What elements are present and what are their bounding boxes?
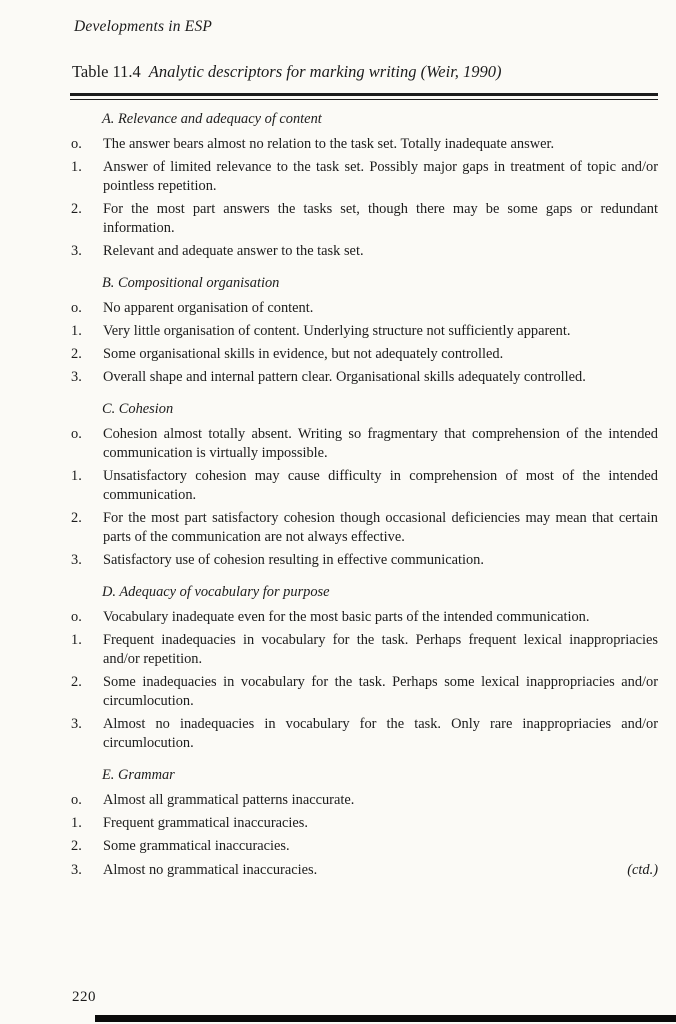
table-caption-title: Analytic descriptors for marking writing (Weir, 1990) [148,62,502,81]
section-heading: B. Compositional organisation [102,275,280,292]
descriptor-text: Frequent inadequacies in vocabulary for the task. Perhaps frequent lexical inappropriacies and/or repetition. [103,632,658,668]
band-number: o. [71,300,82,317]
descriptor-row [70,551,658,570]
band-number: 1. [71,323,82,340]
descriptor-text: Some grammatical inaccuracies. [103,838,290,855]
descriptor-row [70,322,658,341]
descriptor-row [70,368,658,387]
descriptor-row [70,631,658,669]
descriptor-row [70,425,658,463]
band-number: 2. [71,201,82,218]
descriptor-text: Cohesion almost totally absent. Writing so fragmentary that comprehension of the intended communication is virtually impossible. [103,426,658,462]
band-number: 3. [71,861,82,878]
band-number: 1. [71,815,82,832]
descriptor-row [70,608,658,627]
descriptor-row [70,299,658,318]
section-heading: C. Cohesion [102,401,174,418]
descriptor-text: No apparent organisation of content. [103,300,314,317]
band-number: 3. [71,243,82,260]
descriptor-text: Frequent grammatical inaccuracies. [103,815,308,832]
section-heading: E. Grammar [102,767,175,784]
band-number: 3. [71,369,82,386]
descriptor-row [70,861,658,880]
band-number: 3. [71,716,82,733]
descriptor-row [70,467,658,505]
descriptor-text: Satisfactory use of cohesion resulting in effective communication. [103,552,484,569]
band-number: o. [71,136,82,153]
band-number: 1. [71,159,82,176]
descriptor-text: Some inadequacies in vocabulary for the task. Perhaps some lexical inappropriacies and/or circumlocution. [103,674,658,710]
double-rule [70,93,658,100]
band-number: 2. [71,838,82,855]
descriptor-text: Very little organisation of content. Underlying structure not sufficiently apparent. [103,323,571,340]
band-number: o. [71,426,82,443]
band-number: 1. [71,468,82,485]
descriptor-text: Relevant and adequate answer to the task set. [103,243,364,260]
descriptor-text: Answer of limited relevance to the task set. Possibly major gaps in treatment of topic and/or pointless repetition. [103,159,658,195]
descriptor-row [70,715,658,753]
descriptor-text: The answer bears almost no relation to the task set. Totally inadequate answer. [103,136,555,153]
descriptor-text: For the most part answers the tasks set, though there may be some gaps or redundant information. [103,201,658,237]
band-number: o. [71,792,82,809]
descriptor-text: Vocabulary inadequate even for the most basic parts of the intended communication. [103,609,590,626]
descriptor-row [70,158,658,196]
descriptor-text: Some organisational skills in evidence, but not adequately controlled. [103,346,504,363]
running-header: Developments in ESP [74,18,213,35]
descriptor-text: Almost no inadequacies in vocabulary for the task. Only rare inappropriacies and/or circumlocution. [103,716,658,752]
band-number: o. [71,609,82,626]
scan-artifact-bar [95,1015,676,1022]
descriptor-text: Almost no grammatical inaccuracies. [103,861,318,878]
descriptor-text: Almost all grammatical patterns inaccurate. [103,792,355,809]
band-number: 2. [71,510,82,527]
descriptor-row [70,135,658,154]
continued-note: (ctd.) [627,861,658,878]
descriptor-row [70,814,658,833]
descriptor-row [70,200,658,238]
section-heading: A. Relevance and adequacy of content [102,111,322,127]
section-heading: D. Adequacy of vocabulary for purpose [102,584,330,601]
band-number: 1. [71,632,82,649]
descriptor-row [70,837,658,856]
descriptor-text: For the most part satisfactory cohesion though occasional deficiencies may mean that certain parts of the communication are not always effective. [103,510,658,546]
table-caption-label: Table 11.4 [72,62,141,81]
descriptor-row [70,242,658,261]
band-number: 3. [71,552,82,569]
descriptor-row [70,345,658,364]
table-caption [72,62,658,82]
band-number: 2. [71,674,82,691]
descriptor-text: Unsatisfactory cohesion may cause difficulty in comprehension of most of the intended communication. [103,468,658,504]
band-number: 2. [71,346,82,363]
descriptor-row [70,791,658,810]
descriptor-text: Overall shape and internal pattern clear. Organisational skills adequately controlled. [103,369,586,386]
descriptor-row [70,673,658,711]
descriptor-row [70,509,658,547]
page-number: 220 [72,989,96,1005]
table-body [70,110,658,880]
